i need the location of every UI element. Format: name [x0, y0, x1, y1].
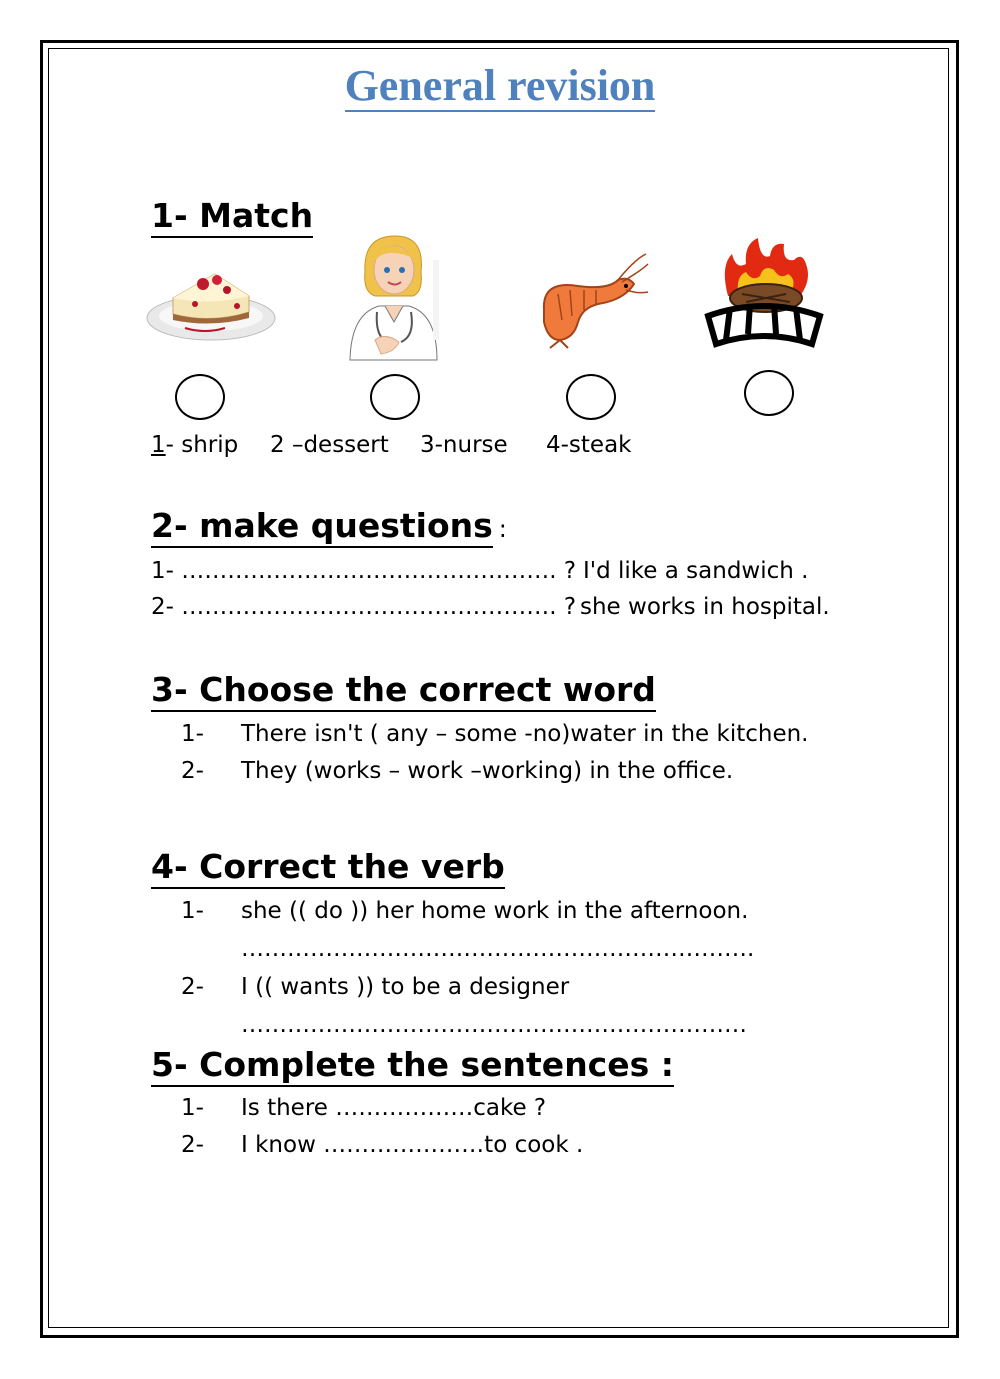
complete-sentence-1: Is there ………………cake ? — [241, 1095, 547, 1121]
section-3-heading: 3- Choose the correct word — [151, 670, 656, 709]
cheesecake-image — [145, 262, 277, 344]
question-line-1: 1- …………………………………………. ? — [151, 558, 577, 584]
match-option-4: 4-steak — [546, 432, 632, 458]
match-option-2: 2 –dessert — [270, 432, 389, 458]
section-1-heading: 1- Match — [151, 196, 313, 235]
complete-sentence-2: I know …………………to cook . — [241, 1132, 584, 1158]
verb-sentence-1: she (( do )) her home work in the afternoon. — [241, 898, 749, 924]
list-item-number: 1- — [181, 898, 204, 924]
list-item-number: 1- — [181, 1095, 204, 1121]
question-line-2: 2- …………………………………………. ? — [151, 594, 577, 620]
verb-sentence-2: I (( wants )) to be a designer — [241, 974, 570, 1000]
section-5-heading: 5- Complete the sentences : — [151, 1045, 674, 1084]
question-answer-2: she works in hospital. — [580, 594, 830, 620]
answer-circle-4[interactable] — [744, 370, 794, 416]
choose-sentence-1: There isn't ( any – some -no)water in the kitchen. — [241, 721, 809, 747]
steak-image — [702, 236, 826, 348]
shrimp-image — [538, 250, 650, 350]
answer-circle-1[interactable] — [175, 374, 225, 420]
answer-circle-2[interactable] — [370, 374, 420, 420]
section-4-heading: 4- Correct the verb — [151, 847, 505, 886]
list-item-number: 2- — [181, 974, 204, 1000]
nurse-image — [345, 232, 445, 362]
page-title: General revision — [344, 61, 656, 110]
verb-answer-blank-2[interactable]: ………………………………………………………… — [241, 1012, 747, 1038]
list-item-number: 2- — [181, 1132, 204, 1158]
section-2-heading: 2- make questions : — [151, 506, 507, 545]
question-answer-1: I'd like a sandwich . — [583, 558, 809, 584]
match-option-3: 3-nurse — [420, 432, 508, 458]
match-option-1: 1- shrip — [151, 432, 239, 458]
answer-circle-3[interactable] — [566, 374, 616, 420]
verb-answer-blank-1[interactable]: …………………………………………………………. — [241, 936, 755, 962]
list-item-number: 2- — [181, 758, 204, 784]
list-item-number: 1- — [181, 721, 204, 747]
choose-sentence-2: They (works – work –working) in the office. — [241, 758, 734, 784]
